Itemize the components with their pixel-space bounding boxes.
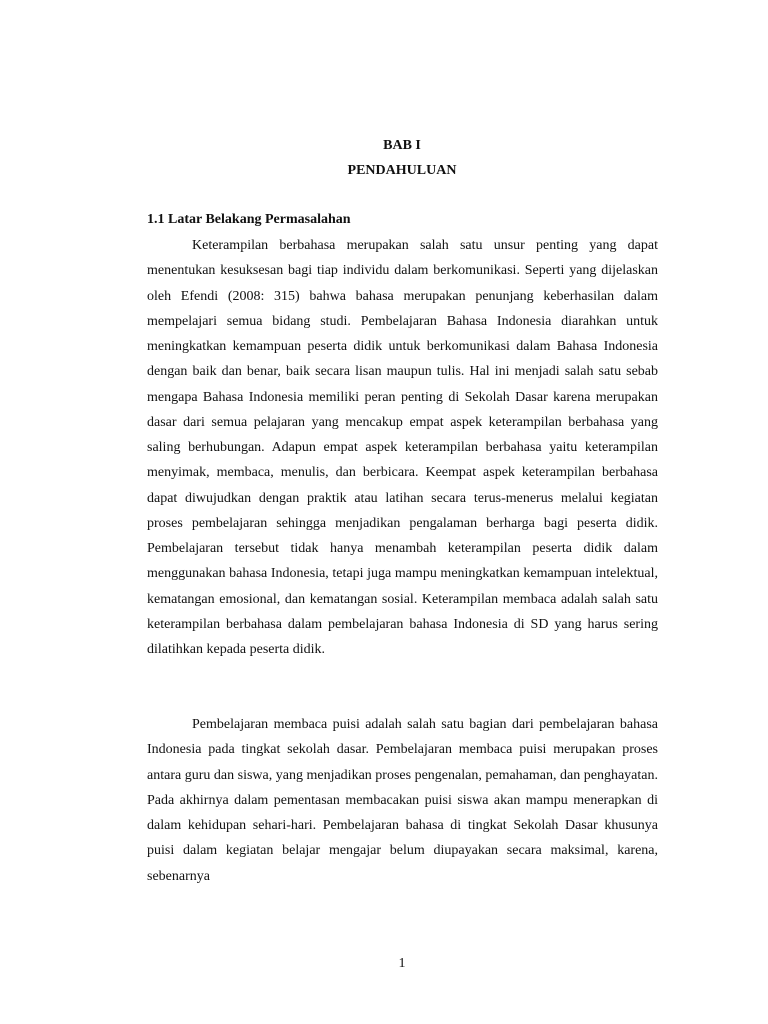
chapter-label: BAB I (383, 138, 421, 153)
section-heading: 1.1 Latar Belakang Permasalahan (147, 212, 351, 227)
page-number: 1 (398, 956, 406, 971)
chapter-title: PENDAHULUAN (347, 163, 457, 178)
body-paragraph: Keterampilan berbahasa merupakan salah satu unsur penting yang dapat menentukan kesuksesan bagi tiap individu dalam berkomunikasi. Seperti yang dijelaskan oleh Efendi (2008: 315) bahwa bahasa merupakan penunjang keberhasilan dalam mempelajari semua bidang studi. Pembelajaran Bahasa Indonesia diarahkan untuk meningkatkan kemampuan peserta didik untuk berkomunikasi dalam Bahasa Indonesia dengan baik dan benar, baik secara lisan maupun tulis. Hal ini menjadi salah satu sebab mengapa Bahasa Indonesia memiliki peran penting di Sekolah Dasar karena merupakan dasar dari semua pelajaran yang mencakup empat aspek keterampilan berbahasa yang saling berhubungan. Adapun empat aspek keterampilan berbahasa yaitu keterampilan menyimak, membaca, menulis, dan berbicara. Keempat aspek keterampilan berbahasa dapat diwujudkan dengan praktik atau latihan secara terus-menerus melalui kegiatan proses pembelajaran sehingga menjadikan pengalaman berharga bagi peserta didik. Pembelajaran tersebut tidak hanya menambah keterampilan peserta didik dalam menggunakan bahasa Indonesia, tetapi juga mampu meningkatkan kemampuan intelektual, kematangan emosional, dan kematangan sosial. Keterampilan membaca adalah salah satu keterampilan berbahasa dalam pembelajaran bahasa Indonesia di SD yang harus sering dilatihkan kepada peserta didik. (147, 238, 658, 657)
body-paragraph: Pembelajaran membaca puisi adalah salah satu bagian dari pembelajaran bahasa Indonesia pada tingkat sekolah dasar. Pembelajaran membaca puisi merupakan proses antara guru dan siswa, yang menjadikan proses pengenalan, pemahaman, dan penghayatan. Pada akhirnya dalam pementasan membacakan puisi siswa akan mampu menerapkan di dalam kehidupan sehari-hari. Pembelajaran bahasa di tingkat Sekolah Dasar khusunya puisi dalam kegiatan belajar mengajar belum diupayakan secara maksimal, karena, sebenarnya (147, 717, 658, 884)
